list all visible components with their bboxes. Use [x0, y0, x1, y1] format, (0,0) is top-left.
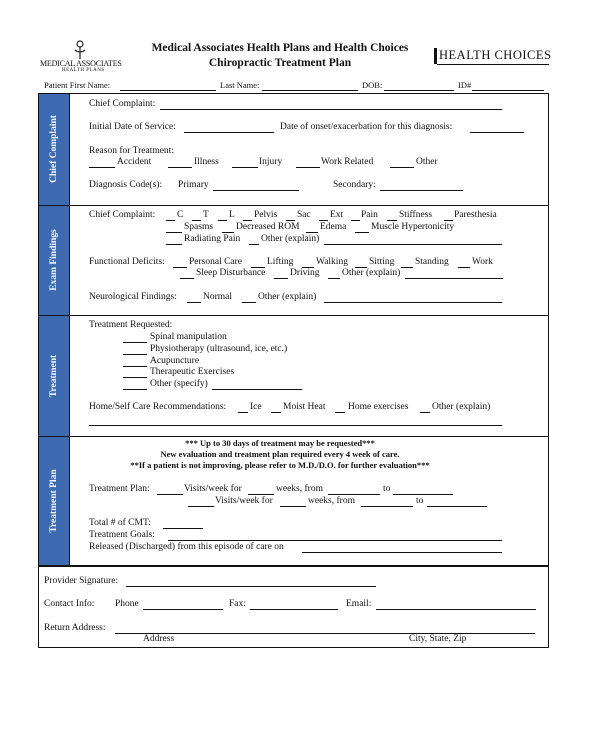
- other-specify-checkbox[interactable]: [123, 389, 147, 390]
- other-deficit-field[interactable]: [405, 278, 503, 279]
- pain-label: Pain: [361, 210, 378, 220]
- dob-label: DOB:: [362, 80, 383, 90]
- edema-label: Edema: [320, 222, 347, 232]
- work-checkbox[interactable]: [458, 267, 470, 268]
- illness-label: Illness: [194, 157, 219, 167]
- functional-deficits-label: Functional Deficits:: [89, 257, 165, 267]
- walking-label: Walking: [316, 257, 348, 267]
- treatment-requested-label: Treatment Requested:: [89, 320, 173, 330]
- pain-checkbox[interactable]: [351, 220, 360, 221]
- provider-signature-field[interactable]: [126, 586, 376, 587]
- ice-label: Ice: [250, 402, 262, 412]
- id-field[interactable]: [472, 90, 544, 91]
- driving-checkbox[interactable]: [274, 278, 288, 279]
- s2-chief-complaint-label: Chief Complaint:: [89, 210, 156, 220]
- to-label-2: to: [416, 496, 424, 506]
- work-related-checkbox[interactable]: [296, 167, 320, 168]
- separator-2: [39, 315, 549, 316]
- l-label: L: [229, 210, 235, 220]
- weeks-from-label-1: weeks, from: [276, 484, 323, 494]
- other-explain-label: Other (explain): [261, 234, 320, 244]
- band-divider: [69, 93, 70, 566]
- moist-heat-checkbox[interactable]: [271, 412, 281, 413]
- released-date-field[interactable]: [302, 552, 502, 553]
- other-neuro-checkbox[interactable]: [242, 302, 256, 303]
- injury-checkbox[interactable]: [232, 167, 258, 168]
- phone-field[interactable]: [143, 609, 223, 610]
- physiotherapy-label: Physiotherapy (ultrasound, ice, etc.): [150, 344, 288, 354]
- paresthesia-checkbox[interactable]: [444, 220, 453, 221]
- fax-label: Fax:: [229, 599, 246, 609]
- muscle-hypertonicity-label: Muscle Hypertonicity: [371, 222, 455, 232]
- standing-label: Standing: [415, 257, 449, 267]
- muscle-hypertonicity-checkbox[interactable]: [355, 232, 369, 233]
- other-reason-label: Other: [416, 157, 438, 167]
- weeks-from-label-2: weeks, from: [308, 496, 355, 506]
- t-checkbox[interactable]: [192, 220, 201, 221]
- pelvis-label: Pelvis: [254, 210, 278, 220]
- standing-checkbox[interactable]: [401, 267, 413, 268]
- form-title-line2: Chiropractic Treatment Plan: [208, 57, 352, 69]
- initial-date-label: Initial Date of Service:: [89, 122, 176, 132]
- email-label: Email:: [346, 599, 372, 609]
- other-explain-checkbox[interactable]: [249, 244, 259, 245]
- band-chief-complaint: [39, 94, 70, 205]
- to-label-1: to: [383, 484, 391, 494]
- primary-code-field[interactable]: [213, 190, 299, 191]
- patient-first-name-label: Patient First Name:: [44, 80, 111, 90]
- return-address-field[interactable]: [115, 633, 535, 634]
- sac-label: Sac: [297, 210, 311, 220]
- id-label: ID#: [458, 80, 472, 90]
- therapeutic-exercises-checkbox[interactable]: [123, 377, 147, 378]
- note-30-days: *** Up to 30 days of treatment may be requested***: [185, 438, 375, 448]
- home-care-label: Home/Self Care Recommendations:: [89, 402, 227, 412]
- other-neuro-field[interactable]: [324, 302, 502, 303]
- other-specify-label: Other (specify): [150, 379, 208, 389]
- edema-checkbox[interactable]: [306, 232, 318, 233]
- separator-1: [39, 205, 549, 206]
- normal-label: Normal: [203, 292, 233, 302]
- home-exercises-checkbox[interactable]: [335, 412, 345, 413]
- moist-heat-label: Moist Heat: [283, 402, 326, 412]
- other-explain-field[interactable]: [324, 244, 502, 245]
- logo-main-text: MEDICAL ASSOCIATES: [40, 59, 122, 68]
- released-label: Released (Discharged) from this episode of care on: [89, 542, 284, 552]
- paresthesia-label: Paresthesia: [454, 210, 497, 220]
- band-exam-findings: [39, 206, 70, 315]
- separator-3: [39, 436, 549, 437]
- band-treatment-plan-label: Treatment Plan: [49, 469, 59, 533]
- visits-week-label-2: Visits/week for: [215, 496, 273, 506]
- treatment-plan-label: Treatment Plan:: [89, 484, 150, 494]
- to-date-field-2[interactable]: [427, 506, 487, 507]
- personal-care-label: Personal Care: [189, 257, 243, 267]
- injury-label: Injury: [259, 157, 283, 167]
- acupuncture-label: Acupuncture: [150, 356, 200, 366]
- ext-label: Ext: [330, 210, 344, 220]
- other-deficit-label: Other (explain): [342, 268, 401, 278]
- sleep-disturbance-label: Sleep Disturbance: [196, 268, 266, 278]
- acupuncture-checkbox[interactable]: [123, 366, 147, 367]
- l-checkbox[interactable]: [218, 220, 227, 221]
- primary-label: Primary: [178, 180, 209, 190]
- brand-bar: [434, 48, 437, 64]
- contact-info-label: Contact Info:: [44, 599, 95, 609]
- spasms-label: Spasms: [184, 222, 214, 232]
- address-caption: Address: [143, 634, 175, 644]
- home-exercises-label: Home exercises: [348, 402, 409, 412]
- therapeutic-exercises-label: Therapeutic Exercises: [150, 367, 235, 377]
- band-treatment: [39, 316, 70, 436]
- other-home-care-label: Other (explain): [432, 402, 491, 412]
- ext-checkbox[interactable]: [319, 220, 328, 221]
- radiating-pain-checkbox[interactable]: [166, 244, 182, 245]
- pelvis-checkbox[interactable]: [243, 220, 252, 221]
- patient-first-name-field[interactable]: [120, 90, 216, 91]
- return-address-label: Return Address:: [44, 623, 106, 633]
- t-label: T: [203, 210, 209, 220]
- total-cmt-field[interactable]: [163, 528, 203, 529]
- fax-field[interactable]: [250, 609, 338, 610]
- note-refer-md: **If a patient is not improving, please refer to M.D./D.O. for further evaluation***: [130, 460, 430, 470]
- radiating-pain-label: Radiating Pain: [184, 234, 241, 244]
- decreased-rom-checkbox[interactable]: [222, 232, 234, 233]
- other-reason-checkbox[interactable]: [390, 167, 414, 168]
- accident-checkbox[interactable]: [89, 167, 115, 168]
- weeks-field-2[interactable]: [280, 506, 306, 507]
- secondary-label: Secondary:: [333, 180, 376, 190]
- phone-label: Phone: [115, 599, 139, 609]
- physiotherapy-checkbox[interactable]: [123, 354, 147, 355]
- date-onset-field[interactable]: [470, 132, 524, 133]
- treatment-goals-field[interactable]: [168, 540, 502, 541]
- home-care-notes-field[interactable]: [89, 425, 502, 426]
- provider-signature-label: Provider Signature:: [44, 576, 119, 586]
- logo-sub-text: HEALTH PLANS: [62, 68, 105, 73]
- brand-underline: [437, 64, 549, 65]
- decreased-rom-label: Decreased ROM: [236, 222, 300, 232]
- illness-checkbox[interactable]: [168, 167, 192, 168]
- driving-label: Driving: [290, 268, 320, 278]
- other-specify-field[interactable]: [212, 389, 302, 390]
- other-deficit-checkbox[interactable]: [328, 278, 340, 279]
- accident-label: Accident: [117, 157, 152, 167]
- visits-week-label-1: Visits/week for: [184, 484, 242, 494]
- initial-date-field[interactable]: [184, 132, 274, 133]
- dob-field[interactable]: [384, 90, 454, 91]
- lifting-label: Lifting: [267, 257, 294, 267]
- c-label: C: [177, 210, 184, 220]
- work-label: Work: [472, 257, 493, 267]
- secondary-code-field[interactable]: [380, 190, 463, 191]
- ice-checkbox[interactable]: [238, 412, 248, 413]
- diagnosis-codes-label: Diagnosis Code(s):: [89, 180, 163, 190]
- logo-figure-icon: [72, 40, 88, 60]
- personal-care-checkbox[interactable]: [173, 267, 187, 268]
- date-onset-label: Date of onset/exacerbation for this diagnosis:: [280, 122, 453, 132]
- brand-text: HEALTH CHOICES: [439, 48, 552, 62]
- city-state-zip-caption: City, State, Zip: [409, 634, 467, 644]
- from-date-field-1[interactable]: [328, 494, 380, 495]
- band-treatment-label: Treatment: [49, 354, 59, 398]
- email-field[interactable]: [376, 609, 536, 610]
- last-name-label: Last Name:: [220, 80, 260, 90]
- stiffness-checkbox[interactable]: [387, 220, 397, 221]
- work-related-label: Work Related: [321, 157, 374, 167]
- band-chief-complaint-label: Chief Complaint: [49, 115, 59, 183]
- c-checkbox[interactable]: [166, 220, 175, 221]
- neurological-label: Neurological Findings:: [89, 292, 177, 302]
- note-new-evaluation: New evaluation and treatment plan required every 4 week of care.: [160, 449, 400, 459]
- stiffness-label: Stiffness: [399, 210, 433, 220]
- visits-week-field-2[interactable]: [188, 506, 214, 507]
- band-exam-findings-label: Exam Findings: [49, 229, 59, 291]
- spasms-checkbox[interactable]: [166, 232, 182, 233]
- sitting-label: Sitting: [369, 257, 395, 267]
- last-name-field[interactable]: [262, 90, 358, 91]
- s1-chief-complaint-label: Chief Complaint:: [89, 99, 156, 109]
- spinal-manipulation-checkbox[interactable]: [123, 342, 147, 343]
- other-neuro-label: Other (explain): [258, 292, 317, 302]
- sleep-disturbance-checkbox[interactable]: [180, 278, 194, 279]
- visits-week-field-1[interactable]: [157, 494, 183, 495]
- other-home-care-checkbox[interactable]: [420, 412, 430, 413]
- s1-chief-complaint-field[interactable]: [160, 109, 502, 110]
- treatment-goals-label: Treatment Goals:: [89, 530, 155, 540]
- spinal-manipulation-label: Spinal manipulation: [150, 332, 227, 342]
- to-date-field-1[interactable]: [393, 494, 453, 495]
- reason-label: Reason for Treatment:: [89, 146, 174, 156]
- form-title-line1: Medical Associates Health Plans and Health Choices: [151, 42, 409, 54]
- sac-checkbox[interactable]: [286, 220, 295, 221]
- normal-checkbox[interactable]: [187, 302, 201, 303]
- total-cmt-label: Total # of CMT:: [89, 518, 151, 528]
- weeks-field-1[interactable]: [248, 494, 274, 495]
- band-treatment-plan: [39, 437, 70, 565]
- from-date-field-2[interactable]: [361, 506, 413, 507]
